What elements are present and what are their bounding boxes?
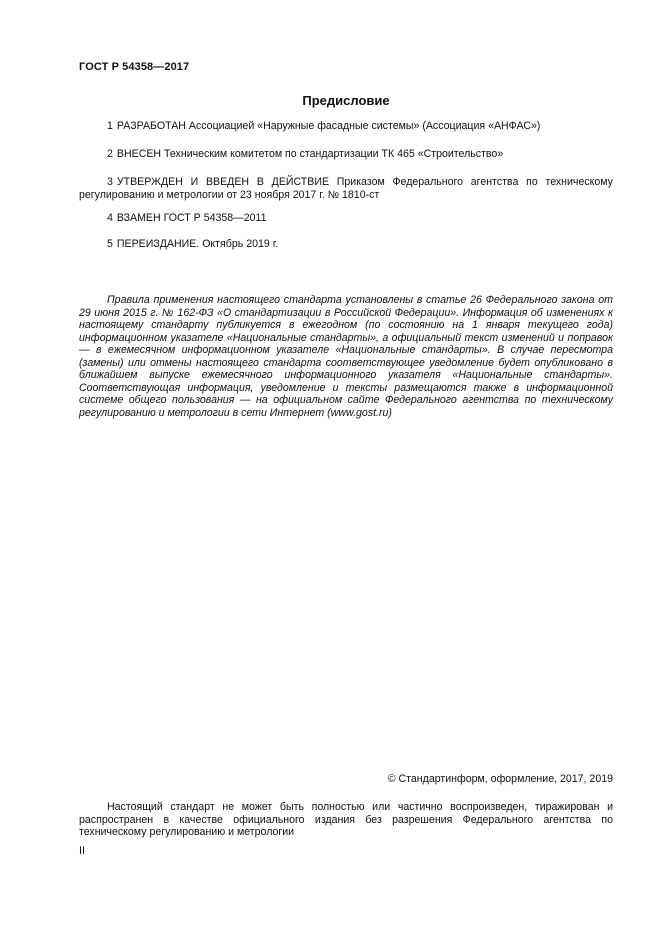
copyright-line: © Стандартинформ, оформление, 2017, 2019 [387,773,613,785]
item-caps: ПЕРЕИЗДАНИЕ. [116,238,200,250]
page-number: II [79,845,85,857]
item-caps: РАЗРАБОТАН [116,120,186,132]
item-caps: УТВЕРЖДЕН И ВВЕДЕН В ДЕЙСТВИЕ [116,176,330,188]
item-number: 1 [107,120,113,132]
reproduction-disclaimer: Настоящий стандарт не может быть полностью или частично воспроизведен, тиражирован и распространен в качестве официального издания без разрешения Федерального агентства по техническому регулированию и метрологии [79,801,613,838]
item-number: 3 [107,176,113,188]
item-number: 2 [107,148,113,160]
foreword-item-3 [79,176,613,202]
foreword-item-4 [79,212,613,225]
foreword-item-2 [79,148,613,161]
item-text: Октябрь 2019 г. [199,238,279,250]
item-number: 5 [107,238,113,250]
item-text: Приказом Федерального агентства по техническому регулированию и метрологии от 23 ноября 2017 г. № 1810-ст [79,176,613,201]
item-caps: ВНЕСЕН [116,148,162,160]
document-code: ГОСТ Р 54358—2017 [79,61,190,73]
item-text: Ассоциацией «Наружные фасадные системы» (Ассоциация «АНФАС») [185,120,541,132]
foreword-item-1 [79,120,613,133]
application-rules-notice: Правила применения настоящего стандарта установлены в статье 26 Федерального закона от 29 июня 2015 г. № 162-ФЗ «О стандартизации в Российской Федерации». Информация об изменениях к настоящему стандарту публикуется в ежегодном (по состоянию на 1 января текущего года) информационном указателе «Национальные стандарты», а официальный текст изменений и поправок — в ежемесячном информационном указателе «Национальные стандарты». В случае пересмотра (замены) или отмены настоящего стандарта соответствующее уведомление будет опубликовано в ближайшем выпуске ежемесячного информационного указателя «Национальные стандарты». Соответствующая информация, уведомление и тексты размещаются также в информационной системе общего пользования — на официальном сайте Федерального агентства по техническому регулированию и метрологии в сети Интернет (www.gost.ru) [79,294,613,419]
item-text: Техническим комитетом по стандартизации ТК 465 «Строительство» [161,148,504,160]
item-number: 4 [107,212,113,224]
item-caps: ВЗАМЕН [116,212,161,224]
foreword-item-5 [79,238,613,251]
section-title: Предисловие [302,93,390,108]
item-text: ГОСТ Р 54358—2011 [160,212,267,224]
